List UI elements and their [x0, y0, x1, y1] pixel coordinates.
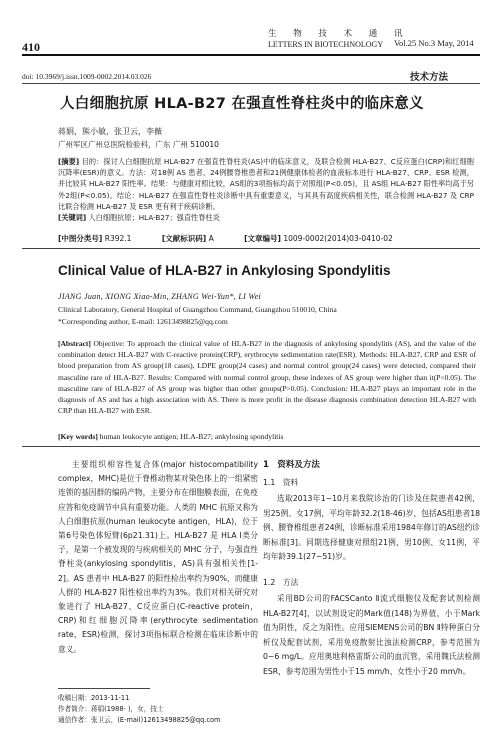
abstract-en-label: [Abstract]	[58, 339, 91, 348]
article-no: 1009-0002(2014)03-0410-02	[283, 234, 393, 243]
body-intro-paragraph: 主要组织相容性复合体(major histocompatibility complex，MHC)是位于脊椎动物某对染色体上的一组紧密连锁的基因群的编码产物，主要分布在细胞膜表面，在免疫应答和免疫调节中具有重要功能。人类的 MHC 抗原又称为人白细胞抗原(human leukocyte antigen，HLA)，位于第6号染色体短臂(6p21.31)上。HLA-B27 是 HLA Ⅰ类分子，是第一个被发现的与疾病相关的 MHC 分子，与强直性脊柱炎(ankylosing spondylitis，AS)具有强相关性[1-2]。AS 患者中 HLA-B27 的阳性检出率约为90%，而健康人群的 HLA-B27 阳性检出率约为3%。我们对相关研究对象进行了 HLA-B27、C反应蛋白(C-reactive protein，CRP)和红细胞沉降率(erythrocyte sedimentation rate，ESR)检测，探讨3项指标联合检测在临床诊断中的意义。	[58, 460, 258, 654]
header-rule	[22, 54, 480, 56]
footnote-correspondence: 通信作者：张卫云，(E-mail)12613498825@qq.com	[58, 716, 221, 724]
footnote-rule	[58, 688, 150, 689]
journal-title-en: LETTERS IN BIOTECHNOLOGY	[268, 40, 384, 49]
keywords-en: human leukocyte antigen; HLA-B27; ankylosing spondylitis	[99, 432, 284, 441]
en-block-rule	[22, 446, 480, 447]
doc-code: A	[208, 234, 214, 243]
methods-paragraph: 采用BD公司的FACSCanto Ⅱ流式细胞仪及配套试剂检测HLA-B27[4]，以试剂设定的Mark值(148)为界值，小于Mark值为阴性，反之为阳性。应用SIEMENS公司的BN Ⅱ特种蛋白分析仪及配套试剂，采用免疫散射比浊法检测CRP，参考范围为0~6 mg/L。应用奥地利格雷斯公司的血沉管，采用魏氏法检测ESR，参考范围为男性小于15 mm/h、女性小于20 mm/h。	[263, 594, 480, 676]
abstract-cn-text: 目的：探讨人白细胞抗原 HLA-B27 在强直性脊柱炎(AS)中的临床意义，及联合检测 HLA-B27、C反应蛋白(CRP)和红细胞沉降率(ESR)的意义。方法：对18例 AS 患者、24例腰脊椎患者和21例健康体检者的血液标本进行 HLA-B27、CRP、ESR 检测，并比较其 HLA-B27 阳性率。结果：与健康对照比较，AS组的3项指标均高于对照组(P<0.05)，且 AS组 HLA-B27 阳性率均高于另外2组(P<0.05)。结论：HLA-B27 在强直性脊柱炎诊断中具有重要意义，与其具有高度疾病相关性，联合检测 HLA-B27 及 CRP 比联合检测 HLA-B27 及 ESR 更有利于疾病诊断。	[58, 157, 474, 211]
authors-cn: 蒋娟，熊小敏，张卫云，李薇	[58, 127, 162, 136]
footnote-received: 收稿日期：2013-11-11	[58, 694, 130, 702]
subsection-heading-materials: 1.1 资料	[263, 478, 299, 487]
title-top-rule	[22, 83, 480, 84]
doi: doi: 10.3969/j.issn.1009-0002.2014.03.026	[22, 72, 152, 81]
column-label: 技术方法	[410, 72, 449, 83]
abstract-en-text: Objective: To approach the clinical value of HLA-B27 in the diagnosis of ankylosing spondylitis (AS), and the value of the combination detect HLA-B27 with C-reactive protein(CRP), erythrocyte sedimentation rate(ESR). Methods: HLA-B27, CRP and ESR of blood preparation from AS group(18 cases), LDPE group(24 cases) and normal control group(24 cases) were detected, compared their masculine rare of HLA-B27. Results: Compared with normal control group, these indexes of AS group were higher than it(P<0.05). The masculine rare of HLA-B27 of AS group was higher than other groups(P>0.05). Conclusion: HLA-B27 plays an important role in the diagnosis of AS and has a high association with AS. There is more profit in the disease diagnosis combination detection HLA-B27 with CRP than HLA-B27 with ESR.	[58, 339, 477, 416]
article-title-cn: 人白细胞抗原 HLA-B27 在强直性脊柱炎中的临床意义	[60, 96, 424, 112]
cn-block-rule	[22, 248, 480, 249]
abstract-cn-label: [摘要]	[58, 157, 80, 166]
journal-title-cn: 生 物 技 术 通 讯	[268, 29, 410, 39]
keywords-cn: 人白细胞抗原；HLA-B27；强直性脊柱炎	[88, 213, 220, 223]
clc-code: R392.1	[104, 234, 132, 243]
article-title-en: Clinical Value of HLA-B27 in Ankylosing Spondylitis	[58, 263, 391, 278]
section-heading: 1 资料及方法	[263, 460, 320, 470]
keywords-en-label: [Key words]	[58, 432, 98, 441]
clc-label: [中图分类号]	[58, 234, 103, 243]
doc-code-label: [文献标识码]	[161, 234, 207, 243]
affiliation-cn: 广州军区广州总医院检验科，广东 广州 510010	[58, 140, 219, 149]
keywords-cn-label: [关键词]	[58, 213, 87, 223]
subsection-heading-methods: 1.2 方法	[263, 578, 299, 587]
corresponding-author: *Corresponding author, E-mail: 12613498825@qq.com	[58, 317, 228, 326]
keywords-en-row	[58, 432, 284, 441]
footnote-author-bio: 作者简介：蒋娟(1988- )，女，技士	[58, 705, 164, 713]
affiliation-en: Clinical Laboratory, General Hospital of Guangzhou Command, Guangzhou 510010, China	[58, 305, 337, 314]
volume-issue: Vol.25 No.3 May, 2014	[394, 38, 474, 48]
article-no-label: [文章编号]	[244, 234, 281, 243]
materials-paragraph: 选取2013年1~10月来我院诊治的门诊及住院患者42例，男25例、女17例，平均年龄32.2(18-46)岁，包括AS组患者18例、腰脊椎组患者24例，诊断标准采用1984年修订的AS纽约诊断标准[3]。同期选择健康对照组21例，男10例、女11例，平均年龄39.1(27~51)岁。	[263, 494, 480, 562]
classification-row	[58, 233, 421, 244]
abstract-cn	[58, 156, 474, 223]
authors-en: JIANG Juan, XIONG Xiao-Min, ZHANG Wei-Yun*, LI Wei	[58, 292, 261, 301]
page-number: 410	[22, 40, 40, 54]
abstract-en	[58, 338, 476, 416]
